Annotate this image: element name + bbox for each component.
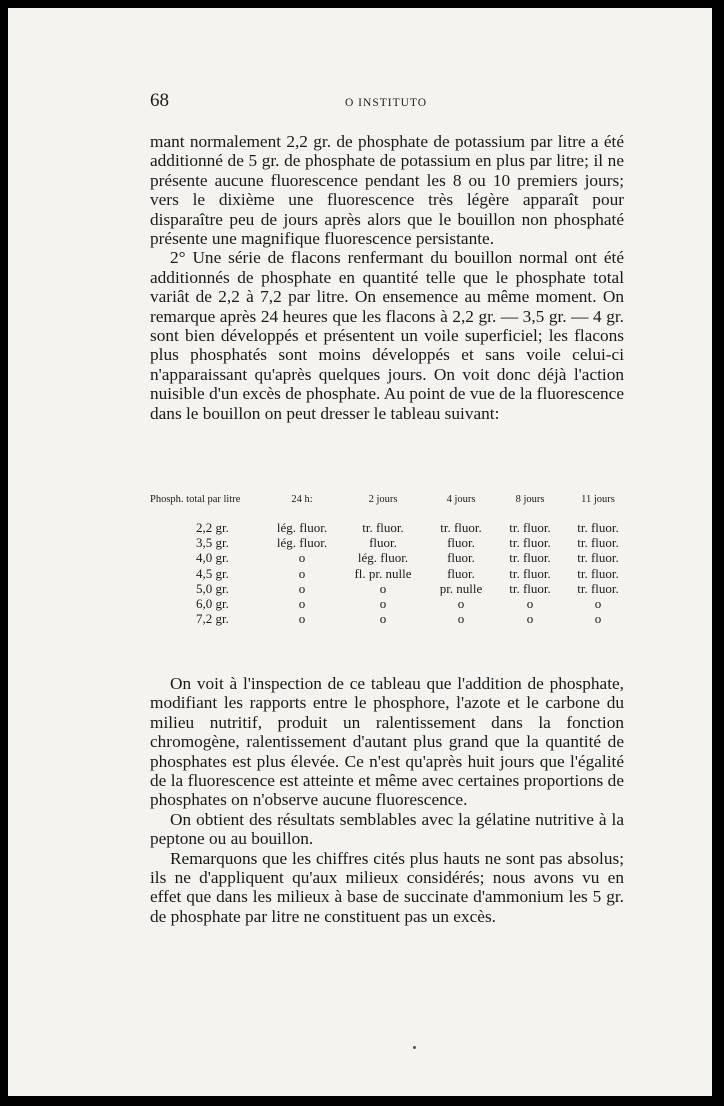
page-number: 68	[150, 90, 169, 111]
table-cell: 4,0 gr.	[196, 550, 229, 566]
table-cell: o	[298, 580, 306, 596]
table-cell: tr. fluor.	[577, 520, 619, 535]
ink-speck	[413, 1046, 416, 1049]
table-cell: o	[457, 595, 465, 611]
table-cell: fl. pr. nulle	[354, 565, 412, 581]
table-cell: 4,5 gr.	[196, 565, 229, 581]
table-cell: o	[594, 611, 602, 627]
table-cell: 3,5 gr.	[196, 535, 229, 551]
table-cell: tr. fluor.	[509, 580, 551, 596]
table-cell: tr. fluor.	[509, 550, 551, 566]
paragraph: Remarquons que les chiffres cités plus hauts ne sont pas absolus; ils ne d'appliquent qu'aux milieux considérés; nous avons vu en effet que dans les milieux à base de succinate d'ammonium les 5 gr. de phosphate par litre ne constituent pas un excès.	[150, 848, 624, 926]
table-cell: lég. fluor.	[276, 535, 328, 551]
table-cell: tr. fluor.	[362, 520, 404, 535]
table-cell: tr. fluor.	[577, 580, 619, 596]
column-header: 24 h:	[291, 494, 313, 505]
table-cell: tr. fluor.	[509, 535, 551, 551]
table-cell: tr. fluor.	[440, 520, 482, 535]
table-row	[150, 535, 630, 550]
book-page	[8, 8, 712, 1096]
table-cell: pr. nulle	[439, 580, 483, 596]
column-header: 11 jours	[581, 494, 615, 505]
table-row	[150, 566, 630, 581]
table-cell: lég. fluor.	[276, 520, 328, 535]
running-head: O INSTITUTO	[345, 97, 428, 109]
page-header	[8, 90, 712, 114]
table-cell: o	[298, 611, 306, 627]
table-cell: o	[526, 611, 534, 627]
column-header: Phosph. total par litre	[150, 494, 241, 505]
table-cell: fluor.	[447, 565, 475, 581]
table-cell: fluor.	[369, 535, 397, 551]
column-header: 8 jours	[515, 494, 545, 505]
table-cell: o	[379, 595, 387, 611]
body-text-bottom	[150, 674, 624, 926]
paragraph: 2° Une série de flacons renfermant du bouillon normal ont été additionnés de phosphate en quantité telle que le phosphate total variât de 2,2 à 7,2 par litre. On ensemence au même moment. On remarque après 24 heures que les flacons à 2,2 gr. — 3,5 gr. — 4 gr. sont bien développés et présentent un voile superficiel; les flacons plus phosphatés sont moins développés et sans voile celui-ci n'apparaissant qu'après quelques jours. On voit donc déjà l'action nuisible d'un excès de phosphate. Au point de vue de la fluorescence dans le bouillon on peut dresser le tableau suivant:	[150, 248, 624, 423]
table-cell: o	[457, 611, 465, 627]
table-cell: o	[594, 595, 602, 611]
table-cell: fluor.	[447, 550, 475, 566]
fluorescence-table	[150, 494, 630, 626]
table-row	[150, 550, 630, 565]
table-cell: tr. fluor.	[577, 565, 619, 581]
column-header: 4 jours	[446, 494, 476, 505]
table-cell: tr. fluor.	[509, 520, 551, 535]
paragraph: On voit à l'inspection de ce tableau que l'addition de phosphate, modifiant les rapports entre le phosphore, l'azote et le carbone du milieu nutritif, produit un ralentissement dans la fonction chromogène, ralentissement d'autant plus grand que la quantité de phosphates est plus élevée. Ce n'est qu'après huit jours que l'égalité de la fluorescence est atteinte et même avec certaines proportions de phosphates on n'observe aucune fluorescence.	[150, 674, 624, 810]
paragraph: On obtient des résultats semblables avec la gélatine nutritive à la peptone ou au bouillon.	[150, 809, 624, 849]
table-cell: tr. fluor.	[509, 565, 551, 581]
table-cell: 5,0 gr.	[196, 580, 229, 596]
table-cell: 6,0 gr.	[196, 595, 229, 611]
table-cell: o	[298, 550, 306, 566]
table-cell: o	[526, 595, 534, 611]
table-cell: o	[298, 595, 306, 611]
table-row	[150, 611, 630, 626]
table-cell: 7,2 gr.	[196, 611, 229, 627]
paragraph: mant normalement 2,2 gr. de phosphate de potassium par litre a été additionné de 5 gr. de phosphate de potassium en plus par litre; il ne présente aucune fluorescence pendant les 8 ou 10 premiers jours; vers le dixième une fluorescence très légère apparaît pour disparaître peu de jours après alors que le bouillon non phosphaté présente une magnifique fluorescence persistante.	[150, 132, 624, 249]
table-header	[150, 494, 630, 520]
table-cell: o	[298, 565, 306, 581]
table-cell: lég. fluor.	[357, 550, 409, 566]
table-row	[150, 596, 630, 611]
table-row	[150, 581, 630, 596]
body-text-top	[150, 132, 624, 423]
table-cell: tr. fluor.	[577, 550, 619, 566]
table-cell: o	[379, 611, 387, 627]
column-header: 2 jours	[368, 494, 398, 505]
table-cell: 2,2 gr.	[196, 520, 229, 535]
table-cell: fluor.	[447, 535, 475, 551]
table-row	[150, 520, 630, 535]
table-cell: o	[379, 580, 387, 596]
table-cell: tr. fluor.	[577, 535, 619, 551]
